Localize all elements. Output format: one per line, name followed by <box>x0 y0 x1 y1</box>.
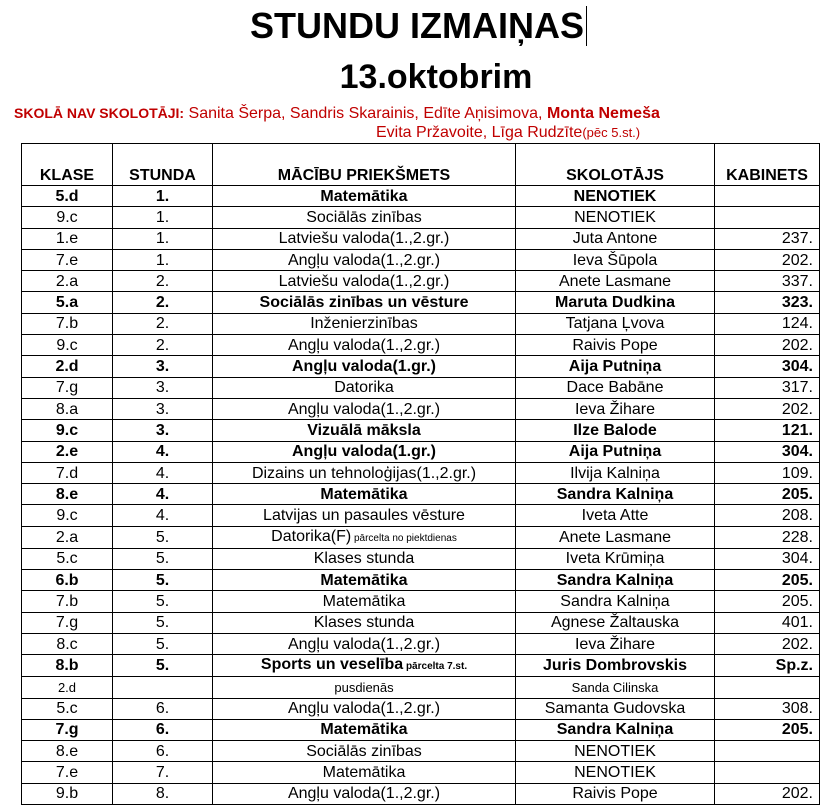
cell-prieksmets <box>213 505 516 526</box>
cell-stunda: 5. <box>113 655 213 677</box>
cell-stunda: 6. <box>113 741 213 762</box>
table-row <box>22 655 820 677</box>
cell-kabinets: 304. <box>715 356 820 377</box>
absent-names-2: Evita Pržavoite, Līga Rudzīte <box>376 124 583 141</box>
subject-text: Matemātika <box>320 187 408 205</box>
cell-kabinets <box>715 207 820 228</box>
cell-prieksmets <box>213 420 516 441</box>
cell-stunda: 5. <box>113 548 213 569</box>
absent-teachers-line2 <box>376 124 640 142</box>
cell-stunda: 1. <box>113 249 213 270</box>
table-row <box>22 207 820 228</box>
table-row <box>22 762 820 783</box>
subject-text: Sociālās zinības un vēsture <box>259 294 469 312</box>
header-klase: KLASE <box>22 144 113 186</box>
cell-skolotajs: Iveta Krūmiņa <box>516 548 715 569</box>
cell-kabinets: 308. <box>715 698 820 719</box>
cell-klase: 2.d <box>22 677 113 698</box>
cell-kabinets: 205. <box>715 591 820 612</box>
cell-skolotajs: Juris Dombrovskis <box>516 655 715 677</box>
subject-text: Angļu valoda(1.,2.gr.) <box>287 635 441 653</box>
absent-label: SKOLĀ NAV SKOLOTĀJI: <box>14 105 185 121</box>
table-row <box>22 505 820 526</box>
cell-prieksmets <box>213 741 516 762</box>
table-row <box>22 484 820 505</box>
text-cursor <box>586 6 587 46</box>
cell-skolotajs: Maruta Dudkina <box>516 292 715 313</box>
cell-prieksmets <box>213 633 516 654</box>
cell-klase: 6.b <box>22 570 113 591</box>
cell-stunda: 5. <box>113 633 213 654</box>
cell-kabinets <box>715 186 820 207</box>
cell-stunda: 5. <box>113 612 213 633</box>
cell-stunda: 1. <box>113 186 213 207</box>
cell-klase: 5.d <box>22 186 113 207</box>
header-prieksmets: MĀCĪBU PRIEKŠMETS <box>213 144 516 186</box>
cell-klase: 2.e <box>22 441 113 462</box>
absent-names: Sanita Šerpa, Sandris Skarainis, Edīte Aņisimova, <box>184 105 547 122</box>
cell-klase: 8.e <box>22 484 113 505</box>
cell-stunda <box>113 677 213 698</box>
cell-skolotajs: Ilze Balode <box>516 420 715 441</box>
page-title <box>0 6 837 46</box>
cell-stunda: 3. <box>113 356 213 377</box>
cell-skolotajs: Sandra Kalniņa <box>516 591 715 612</box>
cell-kabinets <box>715 741 820 762</box>
subject-text: Sports un veselība <box>260 656 404 674</box>
table-row <box>22 462 820 483</box>
cell-skolotajs: Samanta Gudovska <box>516 698 715 719</box>
table-row <box>22 526 820 548</box>
cell-skolotajs: Raivis Pope <box>516 335 715 356</box>
cell-skolotajs: NENOTIEK <box>516 762 715 783</box>
subject-text: Matemātika <box>322 764 406 782</box>
cell-kabinets: 208. <box>715 505 820 526</box>
cell-prieksmets <box>213 228 516 249</box>
table-row <box>22 420 820 441</box>
table-header-row <box>22 144 820 186</box>
cell-kabinets: 202. <box>715 398 820 419</box>
cell-prieksmets <box>213 356 516 377</box>
cell-prieksmets <box>213 441 516 462</box>
subject-text: Matemātika <box>320 721 408 739</box>
cell-klase: 2.a <box>22 526 113 548</box>
cell-kabinets: 317. <box>715 377 820 398</box>
subject-text: Matemātika <box>320 485 408 503</box>
subject-text: Angļu valoda(1.,2.gr.) <box>287 785 441 803</box>
cell-prieksmets <box>213 313 516 334</box>
cell-stunda: 3. <box>113 377 213 398</box>
cell-stunda: 5. <box>113 591 213 612</box>
cell-kabinets: 205. <box>715 484 820 505</box>
cell-kabinets: 401. <box>715 612 820 633</box>
cell-skolotajs: NENOTIEK <box>516 741 715 762</box>
subject-text: Angļu valoda(1.,2.gr.) <box>287 251 441 269</box>
cell-skolotajs: Juta Antone <box>516 228 715 249</box>
cell-kabinets: 337. <box>715 271 820 292</box>
cell-klase: 9.c <box>22 207 113 228</box>
cell-klase: 7.b <box>22 591 113 612</box>
table-row <box>22 228 820 249</box>
absent-name-bold: Monta Nemeša <box>546 105 660 122</box>
table-row <box>22 356 820 377</box>
cell-kabinets: 323. <box>715 292 820 313</box>
absent-note: (pēc 5.st.) <box>582 125 641 140</box>
cell-klase: 7.g <box>22 377 113 398</box>
cell-kabinets: 202. <box>715 335 820 356</box>
cell-klase: 7.e <box>22 762 113 783</box>
cell-kabinets: 237. <box>715 228 820 249</box>
cell-stunda: 4. <box>113 484 213 505</box>
cell-prieksmets <box>213 655 516 677</box>
cell-stunda: 6. <box>113 719 213 740</box>
cell-klase: 9.c <box>22 505 113 526</box>
table-row <box>22 677 820 698</box>
cell-klase: 8.c <box>22 633 113 654</box>
cell-skolotajs: Anete Lasmane <box>516 271 715 292</box>
subject-text: Sociālās zinības <box>306 742 422 760</box>
cell-kabinets: 121. <box>715 420 820 441</box>
table-row <box>22 335 820 356</box>
cell-prieksmets <box>213 719 516 740</box>
cell-klase: 1.e <box>22 228 113 249</box>
cell-prieksmets <box>213 698 516 719</box>
cell-stunda: 2. <box>113 292 213 313</box>
subject-text: Latvijas un pasaules vēsture <box>263 507 465 525</box>
subject-text: Angļu valoda(1.,2.gr.) <box>287 400 441 418</box>
cell-skolotajs: Ilvija Kalniņa <box>516 462 715 483</box>
schedule-changes-table <box>21 143 820 805</box>
cell-prieksmets <box>213 612 516 633</box>
cell-klase: 5.c <box>22 548 113 569</box>
cell-prieksmets <box>213 398 516 419</box>
cell-skolotajs: Sanda Cilinska <box>516 677 715 698</box>
cell-kabinets: 109. <box>715 462 820 483</box>
cell-klase: 8.e <box>22 741 113 762</box>
table-row <box>22 612 820 633</box>
subject-text: Datorika(F) <box>271 527 352 545</box>
cell-prieksmets <box>213 186 516 207</box>
cell-kabinets <box>715 762 820 783</box>
cell-prieksmets <box>213 249 516 270</box>
cell-prieksmets <box>213 677 516 698</box>
cell-prieksmets <box>213 762 516 783</box>
cell-skolotajs: Sandra Kalniņa <box>516 570 715 591</box>
page-date: 13.oktobrim <box>339 58 533 96</box>
subject-text: Latviešu valoda(1.,2.gr.) <box>278 272 450 290</box>
cell-kabinets: 304. <box>715 441 820 462</box>
cell-klase: 2.d <box>22 356 113 377</box>
cell-skolotajs: Aija Putniņa <box>516 356 715 377</box>
cell-klase: 9.b <box>22 783 113 804</box>
cell-prieksmets <box>213 570 516 591</box>
subject-text: Matemātika <box>320 571 408 589</box>
cell-skolotajs: NENOTIEK <box>516 207 715 228</box>
cell-kabinets: 205. <box>715 719 820 740</box>
cell-klase: 7.e <box>22 249 113 270</box>
subject-text: Matemātika <box>322 592 406 610</box>
cell-prieksmets <box>213 783 516 804</box>
cell-stunda: 2. <box>113 271 213 292</box>
cell-skolotajs: Iveta Atte <box>516 505 715 526</box>
cell-stunda: 2. <box>113 313 213 334</box>
subject-text: Klases stunda <box>313 550 415 568</box>
table-row <box>22 186 820 207</box>
cell-prieksmets <box>213 335 516 356</box>
header-skolotajs: SKOLOTĀJS <box>516 144 715 186</box>
cell-skolotajs: Sandra Kalniņa <box>516 484 715 505</box>
cell-skolotajs: Ieva Žihare <box>516 398 715 419</box>
cell-skolotajs: Ieva Šūpola <box>516 249 715 270</box>
header-kabinets: KABINETS <box>715 144 820 186</box>
cell-kabinets: 202. <box>715 783 820 804</box>
subject-text: Vizuālā māksla <box>307 421 421 439</box>
table-body <box>22 186 820 805</box>
cell-skolotajs: Aija Putniņa <box>516 441 715 462</box>
table-row <box>22 698 820 719</box>
table-row <box>22 548 820 569</box>
cell-prieksmets <box>213 548 516 569</box>
cell-klase: 8.b <box>22 655 113 677</box>
cell-klase: 5.c <box>22 698 113 719</box>
cell-klase: 7.g <box>22 612 113 633</box>
cell-prieksmets <box>213 484 516 505</box>
cell-prieksmets <box>213 271 516 292</box>
cell-skolotajs: Raivis Pope <box>516 783 715 804</box>
cell-kabinets: Sp.z. <box>715 655 820 677</box>
subject-note: pārcelta no piektdienas <box>351 532 457 544</box>
subject-text: Angļu valoda(1.gr.) <box>291 443 436 461</box>
cell-stunda: 1. <box>113 207 213 228</box>
cell-prieksmets <box>213 292 516 313</box>
table-row <box>22 633 820 654</box>
subject-text: pusdienās <box>334 679 394 695</box>
subject-text: Angļu valoda(1.,2.gr.) <box>287 700 441 718</box>
cell-skolotajs: Tatjana Ļvova <box>516 313 715 334</box>
cell-klase: 2.a <box>22 271 113 292</box>
cell-stunda: 5. <box>113 570 213 591</box>
header-stunda: STUNDA <box>113 144 213 186</box>
subject-text: Klases stunda <box>313 614 415 632</box>
cell-prieksmets <box>213 207 516 228</box>
cell-stunda: 4. <box>113 441 213 462</box>
table-row <box>22 313 820 334</box>
cell-klase: 9.c <box>22 420 113 441</box>
absent-teachers-line1 <box>14 103 660 124</box>
table-row <box>22 271 820 292</box>
table-row <box>22 719 820 740</box>
cell-kabinets: 205. <box>715 570 820 591</box>
cell-prieksmets <box>213 526 516 548</box>
cell-skolotajs: Sandra Kalniņa <box>516 719 715 740</box>
cell-klase: 9.c <box>22 335 113 356</box>
cell-stunda: 4. <box>113 462 213 483</box>
cell-stunda: 6. <box>113 698 213 719</box>
cell-prieksmets <box>213 377 516 398</box>
subject-text: Dizains un tehnoloģijas(1.,2.gr.) <box>251 464 477 482</box>
subject-text: Angļu valoda(1.,2.gr.) <box>287 336 441 354</box>
table-row <box>22 249 820 270</box>
cell-kabinets: 124. <box>715 313 820 334</box>
table-row <box>22 741 820 762</box>
table-row <box>22 783 820 804</box>
cell-klase: 5.a <box>22 292 113 313</box>
table-row <box>22 292 820 313</box>
cell-stunda: 3. <box>113 420 213 441</box>
cell-kabinets <box>715 677 820 698</box>
table-row <box>22 591 820 612</box>
cell-stunda: 1. <box>113 228 213 249</box>
cell-prieksmets <box>213 591 516 612</box>
subject-text: Inženierzinības <box>310 315 418 333</box>
cell-skolotajs: Dace Babāne <box>516 377 715 398</box>
cell-kabinets: 304. <box>715 548 820 569</box>
cell-klase: 7.d <box>22 462 113 483</box>
cell-stunda: 3. <box>113 398 213 419</box>
subject-text: Datorika <box>334 379 394 397</box>
cell-kabinets: 202. <box>715 249 820 270</box>
cell-skolotajs: Agnese Žaltauska <box>516 612 715 633</box>
title-text: STUNDU IZMAIŅAS <box>250 5 584 46</box>
cell-prieksmets <box>213 462 516 483</box>
cell-skolotajs: Anete Lasmane <box>516 526 715 548</box>
subject-text: Angļu valoda(1.gr.) <box>291 358 436 376</box>
cell-skolotajs: NENOTIEK <box>516 186 715 207</box>
cell-klase: 7.g <box>22 719 113 740</box>
table-row <box>22 398 820 419</box>
cell-skolotajs: Ieva Žihare <box>516 633 715 654</box>
subject-text: Latviešu valoda(1.,2.gr.) <box>278 230 450 248</box>
cell-kabinets: 202. <box>715 633 820 654</box>
cell-kabinets: 228. <box>715 526 820 548</box>
table-row <box>22 377 820 398</box>
cell-stunda: 8. <box>113 783 213 804</box>
cell-stunda: 5. <box>113 526 213 548</box>
cell-stunda: 4. <box>113 505 213 526</box>
subject-note: pārcelta 7.st. <box>403 661 468 673</box>
subject-text: Sociālās zinības <box>306 208 422 226</box>
cell-stunda: 7. <box>113 762 213 783</box>
cell-stunda: 2. <box>113 335 213 356</box>
cell-klase: 8.a <box>22 398 113 419</box>
table-row <box>22 441 820 462</box>
table-row <box>22 570 820 591</box>
cell-klase: 7.b <box>22 313 113 334</box>
